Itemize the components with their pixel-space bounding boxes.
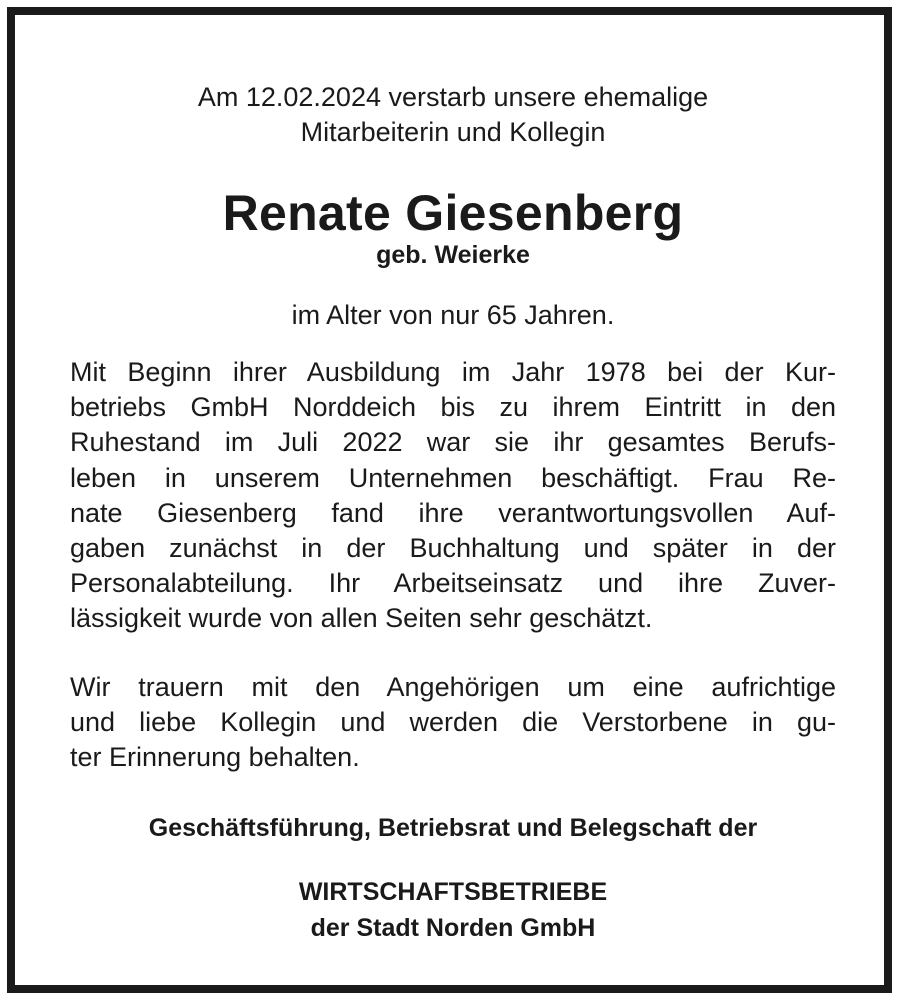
paragraph-line: Ruhestand im Juli 2022 war sie ihr gesamtes Berufs- — [70, 427, 836, 458]
paragraph-line: Wir trauern mit den Angehörigen um eine aufrichtige — [70, 672, 836, 702]
company-name — [70, 874, 836, 946]
age-line: im Alter von nur 65 Jahren. — [291, 300, 615, 330]
company-line: der Stadt Norden GmbH — [310, 914, 596, 942]
paragraph-line: ter Erinnerung behalten. — [70, 742, 360, 773]
intro-text — [70, 80, 836, 150]
paragraph-line: leben in unserem Unternehmen beschäftigt. Frau Re- — [70, 462, 836, 493]
paragraph-line: nate Giesenberg fand ihre verantwortungsvollen Auf- — [70, 497, 836, 528]
career-paragraph — [70, 355, 836, 637]
condolence-paragraph — [70, 670, 836, 776]
intro-line: Mitarbeiterin und Kollegin — [300, 117, 606, 147]
deceased-name: Renate Giesenberg — [222, 185, 684, 241]
paragraph-line: und liebe Kollegin und werden die Verstorbene in gu- — [70, 707, 836, 738]
paragraph-line: lässigkeit wurde von allen Seiten sehr geschätzt. — [70, 603, 653, 634]
paragraph-line: betriebs GmbH Norddeich bis zu ihrem Eintritt in den — [70, 392, 836, 423]
obituary-frame — [7, 7, 892, 993]
birth-name: geb. Weierke — [376, 241, 530, 269]
paragraph-line: gaben zunächst in der Buchhaltung und später in der — [70, 533, 836, 564]
paragraph-line: Mit Beginn ihrer Ausbildung im Jahr 1978 bei der Kur- — [70, 357, 836, 387]
signoff-line: Geschäftsführung, Betriebsrat und Belegschaft der — [148, 814, 758, 842]
obituary-content — [70, 15, 836, 985]
intro-line: Am 12.02.2024 verstarb unsere ehemalige — [197, 82, 709, 112]
paragraph-line: Personalabteilung. Ihr Arbeitseinsatz und ihre Zuver- — [70, 568, 836, 599]
company-line: WIRTSCHAFTSBETRIEBE — [298, 878, 608, 906]
